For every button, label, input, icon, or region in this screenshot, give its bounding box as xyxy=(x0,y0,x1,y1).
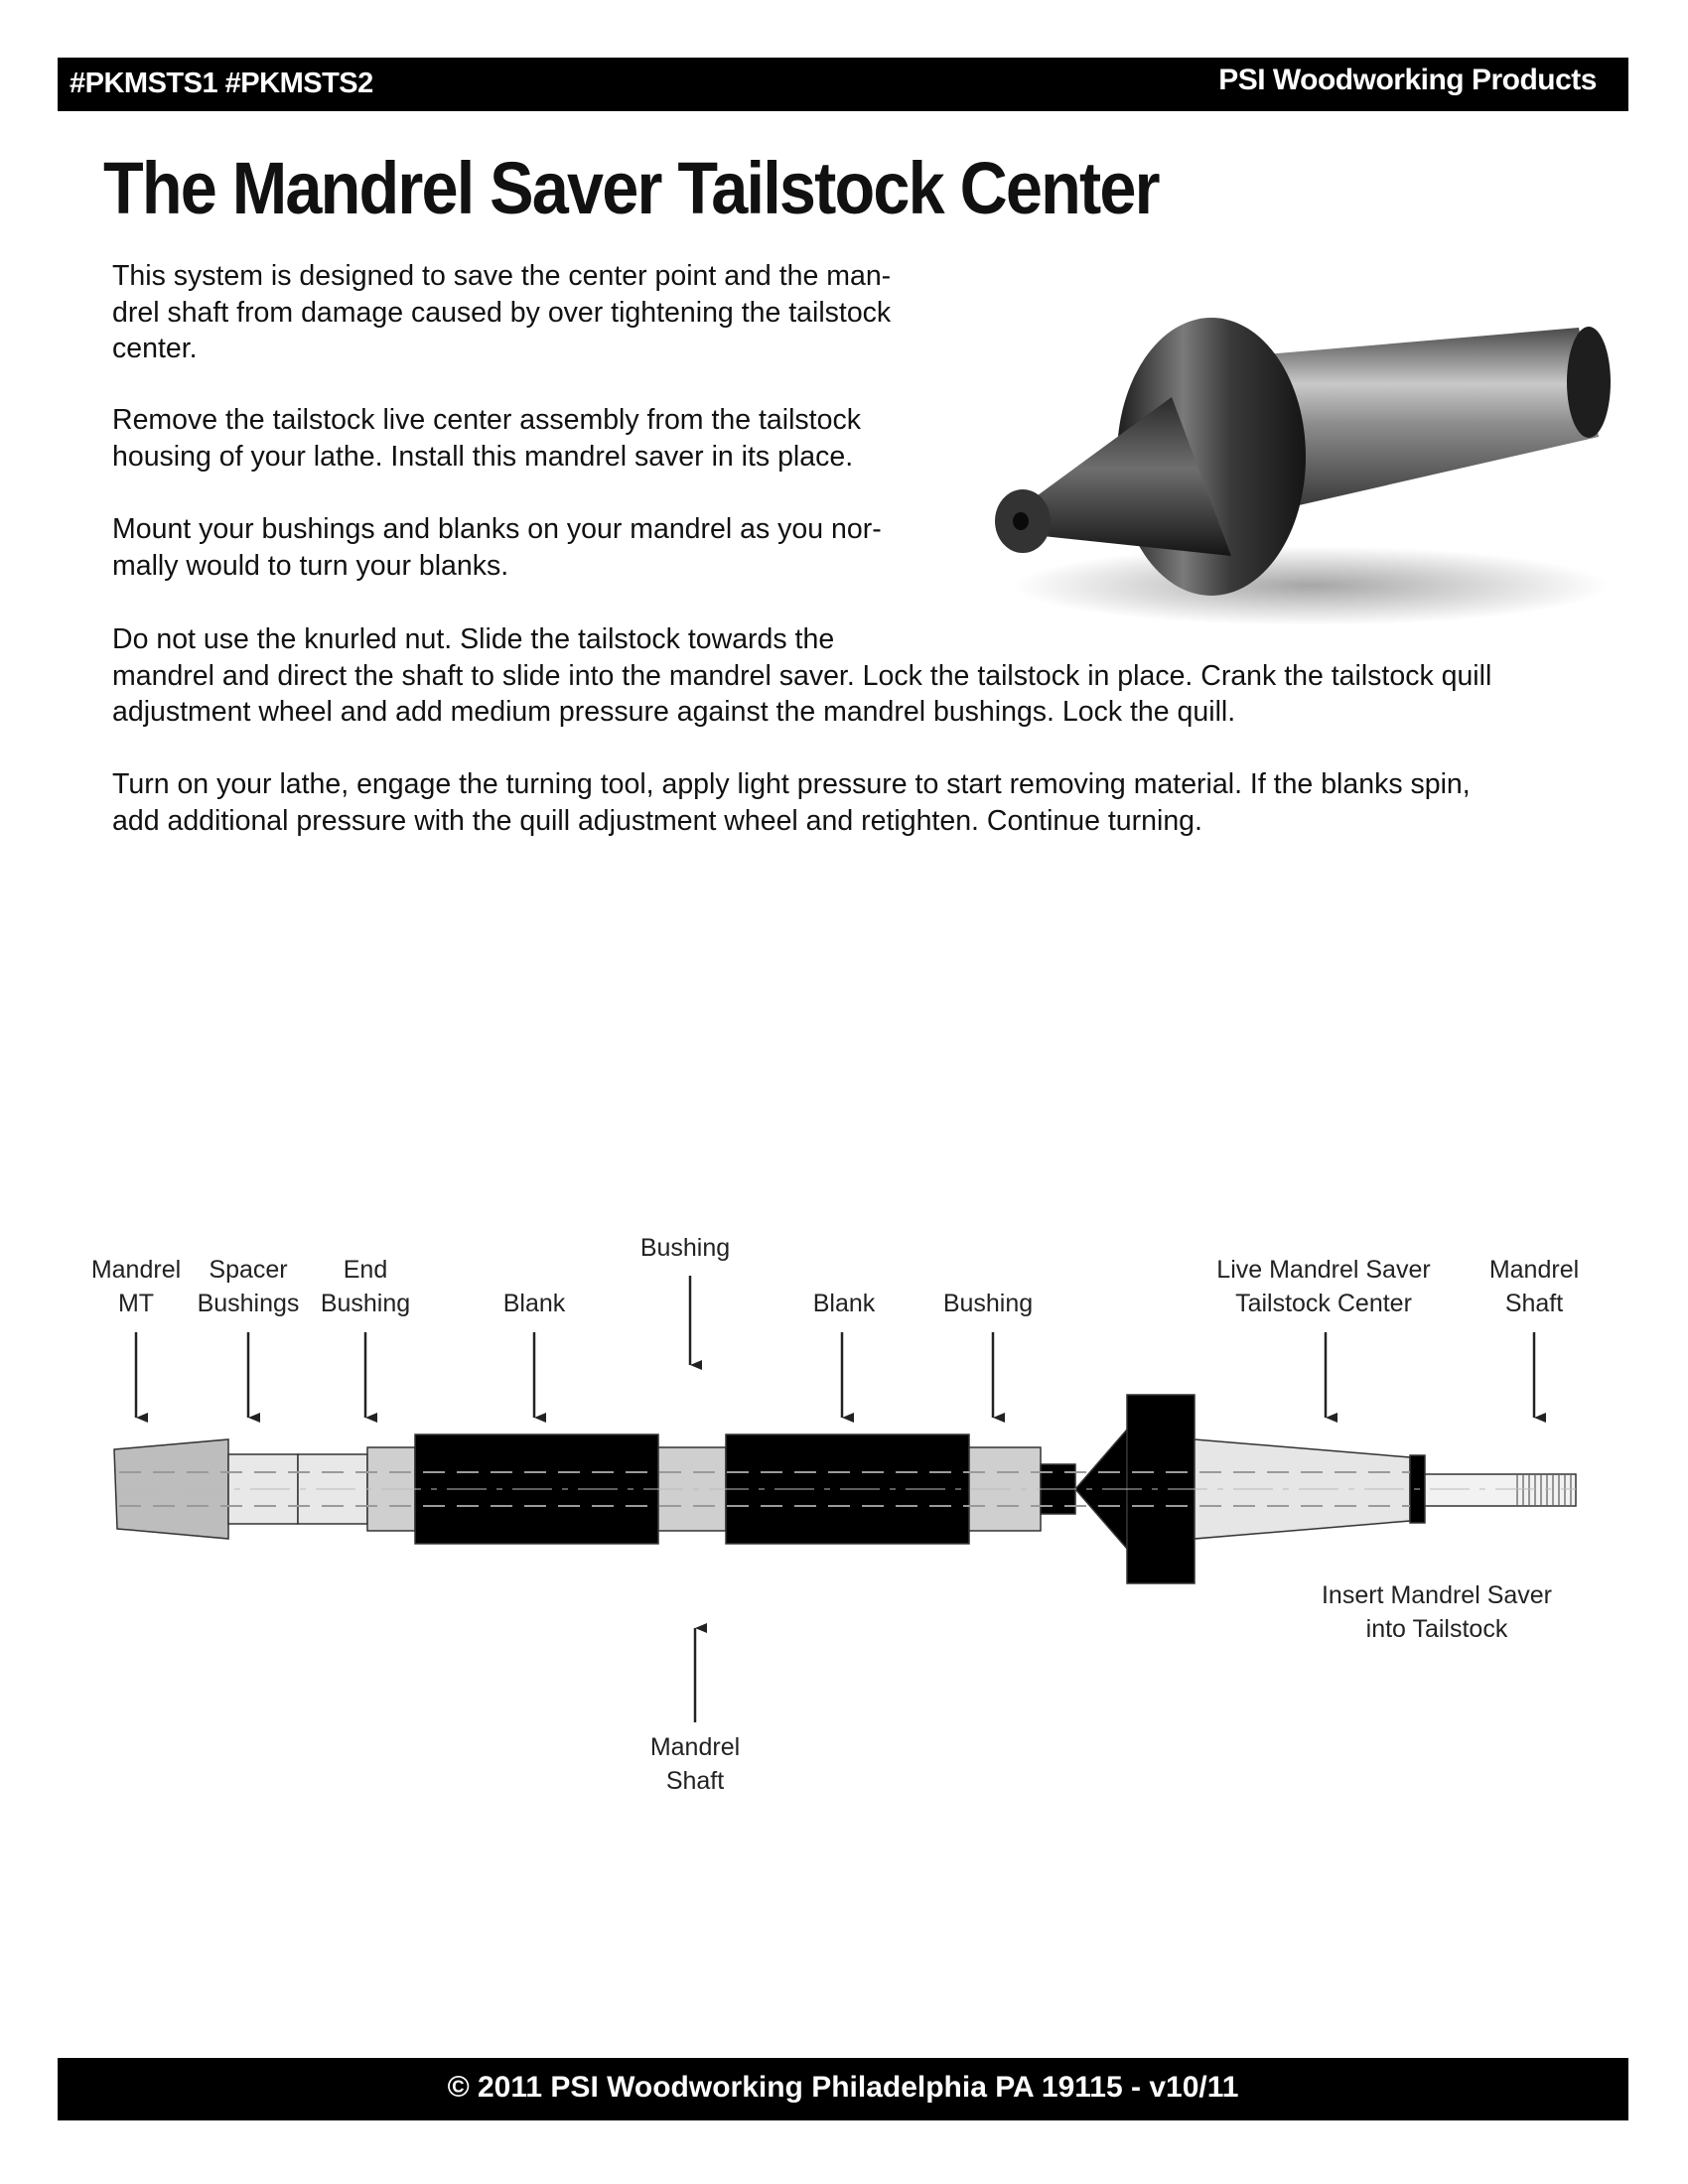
label-insert-note xyxy=(1322,1581,1552,1643)
svg-text:Live Mandrel Saver: Live Mandrel Saver xyxy=(1216,1256,1431,1284)
svg-text:Mandrel: Mandrel xyxy=(1488,1256,1580,1284)
label-bushing-right: Bushing xyxy=(942,1290,1034,1317)
label-end-bushing xyxy=(321,1256,410,1317)
shank-end xyxy=(1567,327,1611,438)
svg-text:MT: MT xyxy=(117,1290,155,1317)
mandrel-assembly-diagram xyxy=(0,1221,1688,1817)
paragraph-knurled-nut: Do not use the knurled nut. Slide the tailstock towards the mandrel and direct the shaft to slide into the mandrel saver. Lock the tailstock in place. Crank the tailstock quill adjustment wheel and add medium pressure against the mandrel bushings. Lock the quill. xyxy=(112,623,1492,728)
header-bar xyxy=(58,58,1628,111)
paragraph-intro: This system is designed to save the center point and the man- drel shaft from damage caused by over tightening the tailstock center. xyxy=(112,260,892,364)
svg-text:Insert Mandrel Saver: Insert Mandrel Saver xyxy=(1321,1581,1553,1609)
svg-text:End: End xyxy=(343,1256,388,1284)
paragraph-mount: Mount your bushings and blanks on your mandrel as you nor- mally would to turn your blanks. xyxy=(112,513,882,582)
live-center-photo xyxy=(983,288,1618,645)
label-blank-1: Blank xyxy=(502,1290,566,1317)
label-mandrel-mt xyxy=(91,1256,181,1317)
svg-text:into Tailstock: into Tailstock xyxy=(1365,1615,1508,1643)
svg-text:Bushings: Bushings xyxy=(197,1290,300,1317)
label-live-center xyxy=(1216,1256,1430,1317)
svg-text:Shaft: Shaft xyxy=(665,1767,725,1795)
paragraph-remove: Remove the tailstock live center assembly from the tailstock housing of your lathe. Install this mandrel saver in its place. xyxy=(112,404,861,473)
page-title: The Mandrel Saver Tailstock Center xyxy=(103,147,1159,229)
label-spacer-bushings xyxy=(198,1256,300,1317)
svg-text:Spacer: Spacer xyxy=(209,1256,288,1284)
paragraph-turning: Turn on your lathe, engage the turning tool, apply light pressure to start removing material. If the blanks spin, add additional pressure with the quill adjustment wheel and retighten. Continue turning. xyxy=(112,768,1471,837)
label-mandrel-shaft-bottom xyxy=(650,1733,740,1795)
label-mandrel-shaft-right xyxy=(1489,1256,1579,1317)
part-numbers: #PKMSTS1 #PKMSTS2 xyxy=(70,68,373,99)
center-tip-hole xyxy=(1013,512,1029,530)
svg-text:Bushing: Bushing xyxy=(320,1290,411,1317)
svg-text:Tailstock Center: Tailstock Center xyxy=(1235,1290,1412,1317)
footer-bar xyxy=(58,2058,1628,2120)
footer-copyright: © 2011 PSI Woodworking Philadelphia PA 19115 - v10/11 xyxy=(447,2071,1239,2104)
photo-shadow xyxy=(1013,546,1609,625)
svg-text:Mandrel: Mandrel xyxy=(649,1733,741,1761)
label-blank-2: Blank xyxy=(812,1290,876,1317)
brand-name: PSI Woodworking Products xyxy=(1218,64,1597,96)
svg-text:Mandrel: Mandrel xyxy=(90,1256,182,1284)
svg-text:Shaft: Shaft xyxy=(1504,1290,1564,1317)
label-bushing-top: Bushing xyxy=(639,1234,731,1262)
